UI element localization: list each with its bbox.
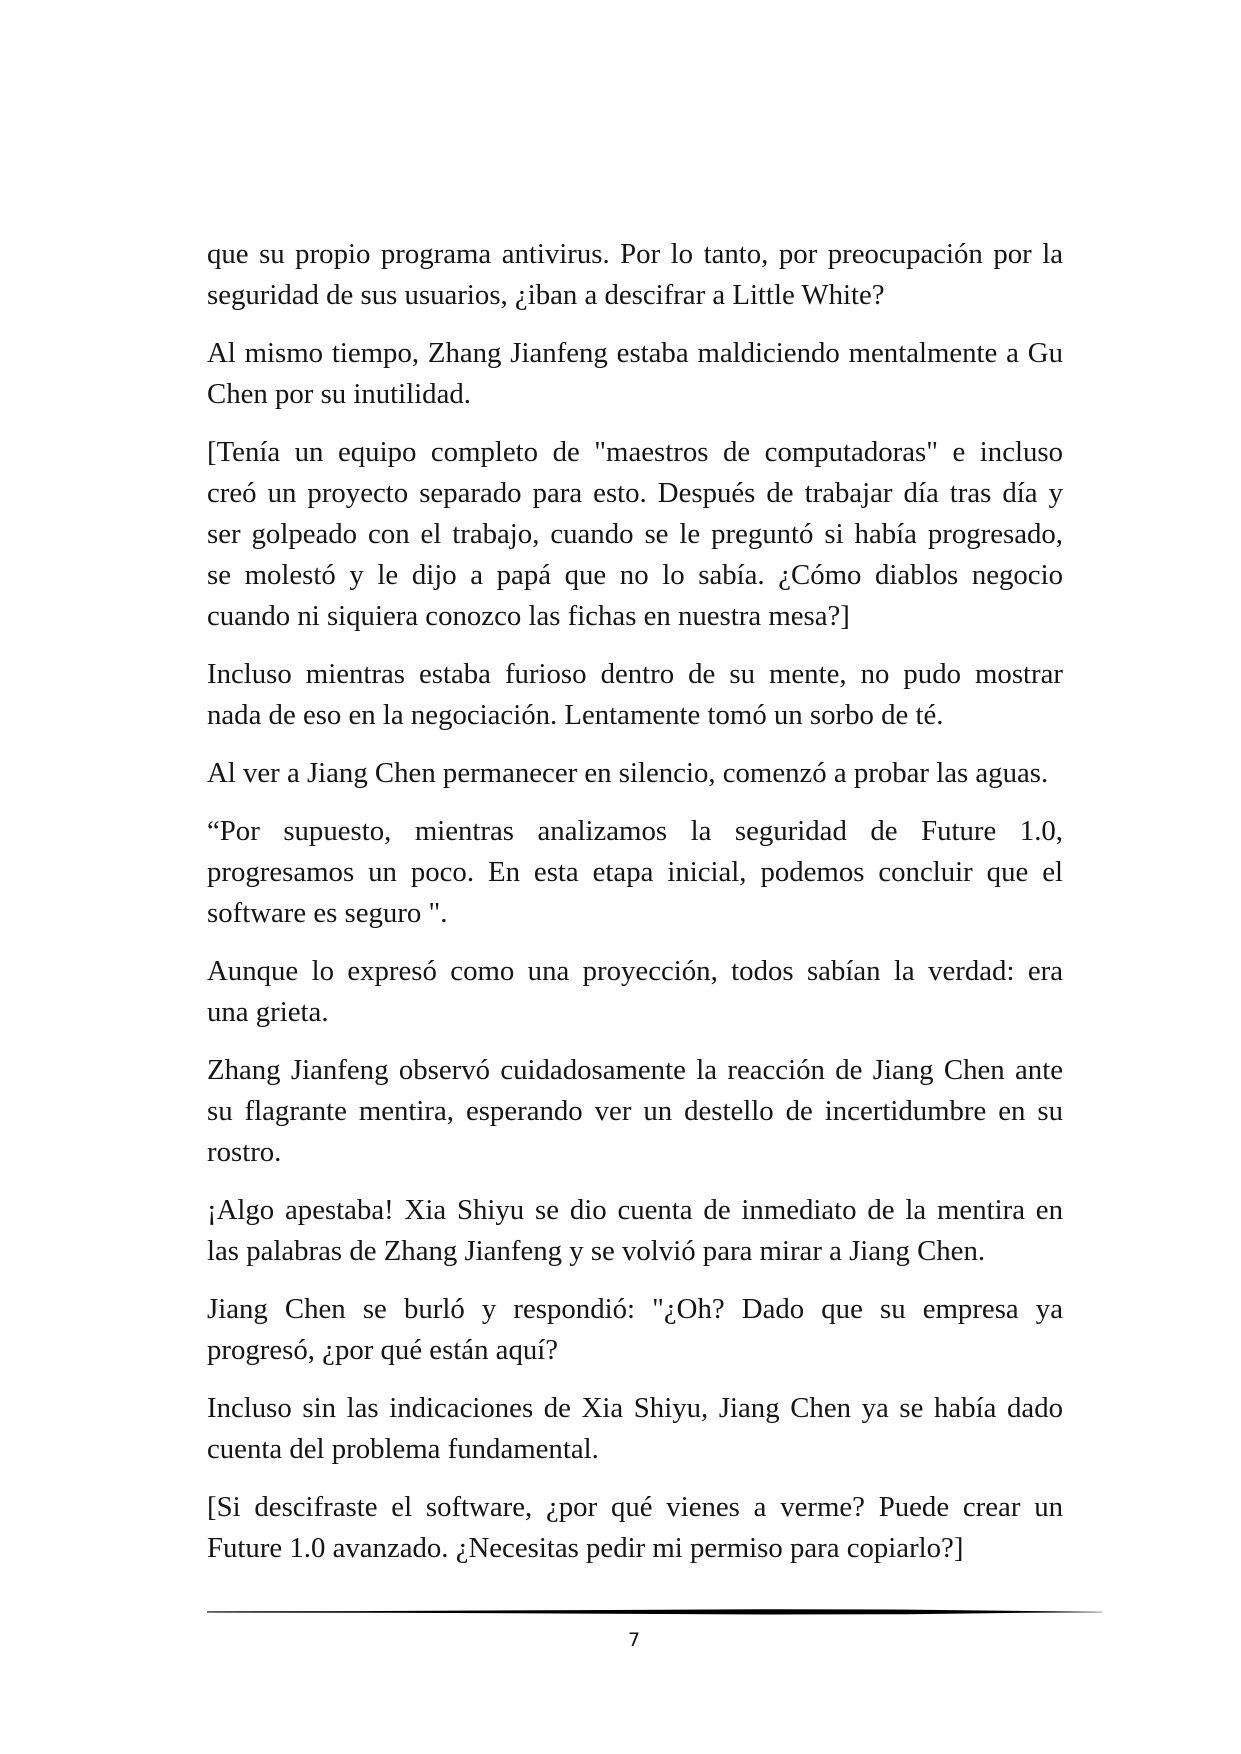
text-line: ser golpeado con el trabajo, cuando se le preguntó si había progresado,	[207, 518, 1063, 550]
text-line: progresó, ¿por qué están aquí?	[207, 1334, 559, 1366]
text-line: rostro.	[207, 1136, 282, 1168]
paragraph	[207, 1289, 1063, 1371]
body-text	[207, 234, 1063, 1586]
text-line: Al ver a Jiang Chen permanecer en silencio, comenzó a probar las aguas.	[207, 757, 1049, 789]
text-line: Al mismo tiempo, Zhang Jianfeng estaba maldiciendo mentalmente a Gu	[207, 337, 1063, 369]
text-line: “Por supuesto, mientras analizamos la seguridad de Future 1.0,	[207, 815, 1063, 847]
text-line: seguridad de sus usuarios, ¿iban a descifrar a Little White?	[207, 279, 885, 311]
text-line: ¡Algo apestaba! Xia Shiyu se dio cuenta de inmediato de la mentira en	[207, 1194, 1063, 1226]
text-line: software es seguro ".	[207, 897, 448, 929]
paragraph	[207, 811, 1063, 934]
text-line: cuenta del problema fundamental.	[207, 1433, 599, 1465]
page-number: 7	[627, 1629, 641, 1651]
paragraph	[207, 234, 1063, 316]
text-line: una grieta.	[207, 996, 329, 1028]
paragraph	[207, 951, 1063, 1033]
paragraph	[207, 432, 1063, 637]
footer-rule	[207, 1605, 1102, 1619]
paragraph	[207, 1050, 1063, 1173]
text-line: Zhang Jianfeng observó cuidadosamente la reacción de Jiang Chen ante	[207, 1054, 1063, 1086]
text-line: Future 1.0 avanzado. ¿Necesitas pedir mi permiso para copiarlo?]	[207, 1532, 964, 1564]
text-line: cuando ni siquiera conozco las fichas en nuestra mesa?]	[207, 600, 850, 632]
text-line: creó un proyecto separado para esto. Después de trabajar día tras día y	[207, 477, 1063, 509]
text-line: [Si descifraste el software, ¿por qué vienes a verme? Puede crear un	[207, 1491, 1063, 1523]
paragraph	[207, 1190, 1063, 1272]
text-line: Incluso mientras estaba furioso dentro de su mente, no pudo mostrar	[207, 658, 1063, 690]
text-line: las palabras de Zhang Jianfeng y se volvió para mirar a Jiang Chen.	[207, 1235, 986, 1267]
brush-stroke	[207, 1609, 1102, 1614]
text-line: progresamos un poco. En esta etapa inicial, podemos concluir que el	[207, 856, 1063, 888]
text-line: que su propio programa antivirus. Por lo tanto, por preocupación por la	[207, 238, 1063, 270]
text-line: su flagrante mentira, esperando ver un destello de incertidumbre en su	[207, 1095, 1063, 1127]
paragraph	[207, 654, 1063, 736]
paragraph	[207, 1487, 1063, 1569]
text-line: [Tenía un equipo completo de "maestros de computadoras" e incluso	[207, 436, 1063, 468]
text-line: Chen por su inutilidad.	[207, 378, 471, 410]
paragraph	[207, 753, 1063, 794]
text-line: se molestó y le dijo a papá que no lo sabía. ¿Cómo diablos negocio	[207, 559, 1063, 591]
paragraph	[207, 1388, 1063, 1470]
text-line: Aunque lo expresó como una proyección, todos sabían la verdad: era	[207, 955, 1063, 987]
text-line: Jiang Chen se burló y respondió: "¿Oh? Dado que su empresa ya	[207, 1293, 1063, 1325]
text-line: nada de eso en la negociación. Lentamente tomó un sorbo de té.	[207, 699, 944, 731]
text-line: Incluso sin las indicaciones de Xia Shiyu, Jiang Chen ya se había dado	[207, 1392, 1063, 1424]
paragraph	[207, 333, 1063, 415]
